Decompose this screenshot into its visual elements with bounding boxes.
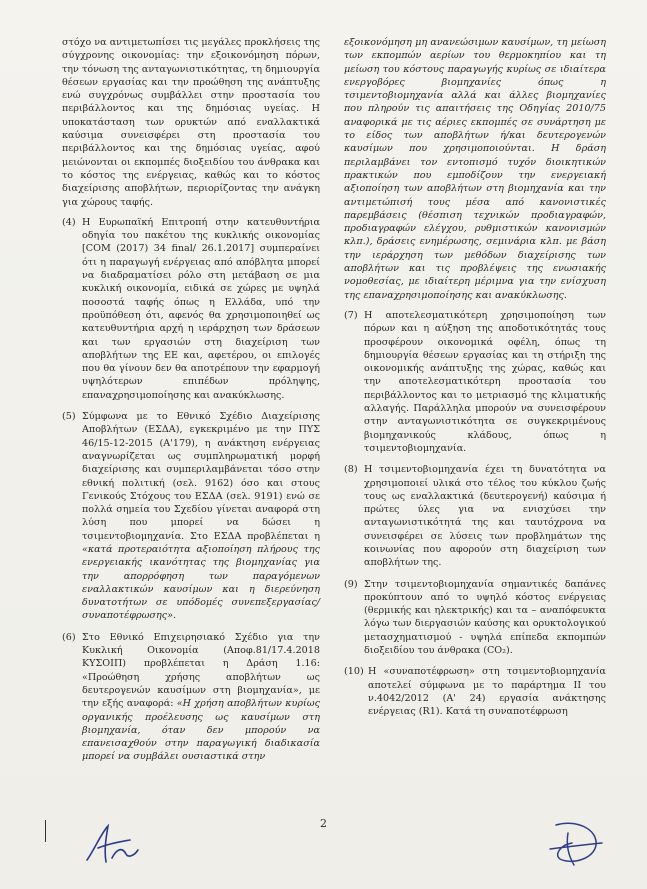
paragraph-text: Η Ευρωπαϊκή Επιτροπή στην κατευθυντήρια οδηγία του πακέτου της κυκλικής οικονομίας [COM (2017) 34 final/ 26.1.2017] συμπεραίνει ότι η παραγωγή ενέργειας από απόβλητα μπορεί να διαδραματίσει ρόλο στη μετάβαση σε μια κυκλική οικονομία, ειδικά σε χώρες με υψηλά ποσοστά ταφής όπως η Ελλάδα, υπό την προϋπόθεση ότι, αφενός θα χρησιμοποιηθεί ως κατευθυντήρια αρχή η ιεράρχηση των δράσεων και των εργασιών στη διαχείριση των αποβλήτων της ΕΕ και, αφετέρου, οι επιλογές που θα γίνουν δεν θα αποτρέπουν την εφαρμογή υψηλότερων επιπέδων πρόληψης, επαναχρησιμοποίησης και ανακύκλωσης. [82, 216, 320, 401]
paragraph-5 [62, 410, 320, 623]
left-intro-paragraph: στόχο να αντιμετωπίσει τις μεγάλες προκλήσεις της σύγχρονης οικονομίας: την εξοικονόμηση πόρων, την τόνωση της ανταγωνιστικότητας, τη δημιουργία θέσεων εργασίας και την προώθηση της ανάπτυξης ενώ συγχρόνως συμβάλλει στην προστασία του περιβάλλοντος και της δημόσιας υγείας. Η υποκατάσταση των ορυκτών από εναλλακτικά καύσιμα συνεισφέρει στη προστασία του περιβάλλοντος και της δημόσιας υγείας, αφού μειώνονται οι εκπομπές διοξειδίου του άνθρακα και το κόστος της ενέργειας, καθώς και το κόστος διαχείρισης αποβλήτων, περιορίζοντας την ανάγκη για χώρους ταφής. [62, 37, 320, 208]
right-column [344, 36, 606, 727]
paragraph-text: Σύμφωνα με το Εθνικό Σχέδιο Διαχείρισης Αποβλήτων (ΕΣΔΑ), εγκεκριμένο με την ΠΥΣ 46/15-12-2015 (Α'179), η ανάκτηση ενέργειας αναγνωρίζεται ως συμπληρωματική μορφή διαχείρισης και συμπεριλαμβάνεται τόσο στην εθνική πολιτική (σελ. 9162) όσο και στους Γενικούς Στόχους του ΕΣΔΑ (σελ. 9191) ενώ σε πολλά σημεία του Σχεδίου γίνεται αναφορά στη λύση που μπορεί να δώσει η τσιμεντοβιομηχανία. Στο ΕΣΔΑ προβλέπεται η [82, 411, 320, 542]
paragraph-6 [62, 631, 320, 764]
paragraph-number: (8) [344, 464, 358, 476]
margin-mark [45, 820, 46, 842]
paragraph-4 [62, 216, 320, 402]
paragraph-9 [344, 578, 606, 658]
signature-left-icon [82, 820, 142, 870]
paragraph-quote: «κατά προτεραιότητα αξιοποίηση πλήρους της ενεργειακής ικανότητας της βιομηχανίας για την απορρόφηση των παραγόμενων εναλλακτικών καυσίμων και η διερεύνηση δυνατοτήτων σε υπόδομές συνεπεξεργασίας/συναποτέφρωσης». [82, 543, 320, 622]
page-number: 2 [320, 817, 327, 830]
paragraph-text: Στο Εθνικό Επιχειρησιακό Σχέδιο για την Κυκλική Οικονομία (Αποφ.81/17.4.2018 ΚΥΣΟΙΠ) προβλέπεται η Δράση 1.16: «Προώθηση χρήσης αποβλήτων ως δευτερογενών καυσίμων στη βιομηχανία», με την εξής αναφορά: [82, 631, 320, 710]
paragraph-8 [344, 463, 606, 569]
paragraph-number: (5) [62, 411, 76, 423]
paragraph-text: Η τσιμεντοβιομηχανία έχει τη δυνατότητα να χρησιμοποιεί υλικά στο τέλος του κύκλου ζωής τους ως εναλλακτικά (δευτερογενή) καύσιμα ή πρώτες ύλες για να ενισχύσει την ανταγωνιστικότητά της και ταυτόχρονα να συνεισφέρει σε λύσεις των προβλημάτων της κοινωνίας που αφορούν στη διαχείριση των αποβλήτων της. [364, 464, 606, 569]
paragraph-10 [344, 665, 606, 718]
paragraph-7 [344, 309, 606, 455]
paragraph-number: (7) [344, 309, 358, 321]
left-column [62, 36, 320, 772]
paragraph-text: Η αποτελεσματικότερη χρησιμοποίηση των πόρων και η αύξηση της αποδοτικότητάς τους προσφέρουν οικονομικά οφέλη, όπως τη δημιουργία θέσεων εργασίας και τη στήριξη της οικονομικής ανάπτυξης της χώρας, καθώς και την αποτελεσματικότερη προστασία του περιβάλλοντος και το μετριασμό της κλιματικής αλλαγής. Παράλληλα μπορούν να συνεισφέρουν στην ανταγωνιστικότητα σε συγκεκριμένους βιομηχανικούς κλάδους, όπως η τσιμεντοβιομηχανία. [364, 309, 606, 454]
paragraph-quote: «Η χρήση αποβλήτων κυρίως οργανικής προέλευσης ως καυσίμων στη βιομηχανία, όταν δεν μπορούν να επανεισαχθούν στην παραγωγική διαδικασία μπορεί να συμβάλει ουσιαστικά στην [82, 698, 320, 763]
paragraph-text: Η «συναποτέφρωση» στη τσιμεντοβιομηχανία αποτελεί σύμφωνα με το παράρτημα II του ν.4042/2012 (Α' 24) εργασία ανάκτησης ενέργειας (R1). Κατά τη συναποτέφρωση [368, 666, 606, 718]
signature-right-icon [546, 815, 606, 870]
paragraph-number: (4) [62, 216, 76, 228]
paragraph-text: Στην τσιμεντοβιομηχανία σημαντικές δαπάνες προκύπτουν από το υψηλό κόστος ενέργειας (θερμικής και ηλεκτρικής) και τα – αναπόφευκτα λόγω των διεργασιών καύσης και ορυκτολογικού μετασχηματισμού - υψηλά επίπεδα εκπομπών διοξειδίου του άνθρακα (CO₂). [364, 578, 606, 657]
paragraph-number: (10) [344, 666, 364, 678]
paragraph-number: (9) [344, 578, 358, 590]
paragraph-number: (6) [62, 631, 76, 643]
right-intro-paragraph: εξοικονόμηση μη ανανεώσιμων καυσίμων, τη μείωση των εκπομπών αερίων του θερμοκηπίου και τη μείωση του κόστους παραγωγής κυρίως σε ιδιαίτερα ενεργοβόρες βιομηχανίες όπως η τσιμεντοβιομηχανία αλλά και άλλες βιομηχανίες που πληρούν τις απαιτήσεις της Οδηγίας 2010/75 αναφορικά με τις αέριες εκπομπές σε συνάρτηση με το είδος των αποβλήτων ή/και δευτερογενών καυσίμων που χρησιμοποιούνται. Η δράση περιλαμβάνει τον εντοπισμό τυχόν διοικητικών πρακτικών που εμποδίζουν την ενεργειακή αξιοποίηση των αποβλήτων στη βιομηχανία και την αντιμετώπισή τους μέσα από κανονιστικές παρεμβάσεις (θέσπιση τεχνικών προδιαγραφών, προδιαγραφών ελέγχου, ρυθμιστικών κανονισμών κλπ.), δράσεις ενημέρωσης, σεμινάρια κλπ. με βάση την ιεράρχηση των μεθόδων διαχείρισης των αποβλήτων και τις προβλέψεις της ενωσιακής νομοθεσίας, με ιδιαίτερη μέριμνα για την ενίσχυση της επαναχρησιμοποίησης και ανακύκλωσης. [344, 37, 606, 301]
